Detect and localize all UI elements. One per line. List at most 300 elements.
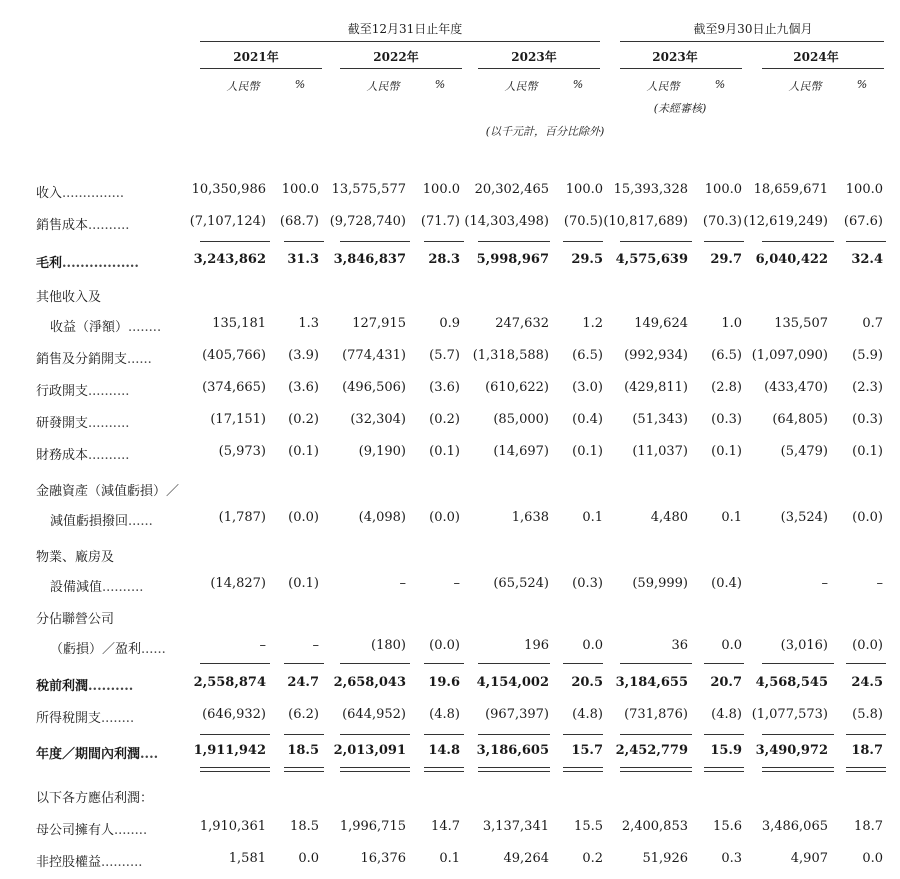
currency-label: 人民幣 xyxy=(366,80,400,93)
row-finance-costs xyxy=(0,444,900,466)
double-underline-rule xyxy=(704,767,744,768)
subtotal-rule xyxy=(762,663,834,664)
subtotal-rule xyxy=(340,241,410,242)
cell-amount-2023-9m: 36 xyxy=(671,638,688,653)
subtotal-rule xyxy=(200,663,270,664)
row-label-text: 銷售及分銷開支 xyxy=(36,352,128,367)
cell-pct-2022: – xyxy=(453,576,460,591)
cell-amount-2024-9m: 4,907 xyxy=(790,851,828,866)
cell-pct-2023-9m: 15.9 xyxy=(710,743,742,758)
row-label xyxy=(36,348,152,367)
header-rule-nine-months xyxy=(620,41,884,42)
cell-pct-2022: (71.7) xyxy=(420,214,460,229)
cell-amount-2021: (5,973) xyxy=(218,444,266,459)
double-underline-rule xyxy=(762,771,834,772)
cell-pct-2023: 20.5 xyxy=(571,675,603,690)
cell-amount-2021: 10,350,986 xyxy=(191,182,266,197)
subtotal-rule xyxy=(704,734,744,735)
leader-dots: ............... xyxy=(62,186,125,201)
cell-amount-2023: 3,137,341 xyxy=(482,819,549,834)
row-label xyxy=(50,638,166,657)
cell-amount-2022: 16,376 xyxy=(360,851,406,866)
cell-pct-2022: 14.7 xyxy=(431,819,460,834)
cell-amount-2023: (610,622) xyxy=(485,380,549,395)
cell-pct-2023-9m: (0.3) xyxy=(711,412,742,427)
year-rule-2023-9m xyxy=(620,68,742,69)
cell-amount-2024-9m: 4,568,545 xyxy=(755,675,828,690)
row-non-controlling-interests xyxy=(0,851,900,873)
row-label-text: 銷售成本 xyxy=(36,218,89,233)
leader-dots: .......... xyxy=(88,384,130,399)
cell-pct-2021: 18.5 xyxy=(290,819,319,834)
cell-amount-2023-9m: (429,811) xyxy=(624,380,688,395)
cell-pct-2023: (70.5) xyxy=(563,214,603,229)
subtotal-rule xyxy=(762,734,834,735)
cell-amount-2021: 3,243,862 xyxy=(193,252,266,267)
leader-dots: .......... xyxy=(102,580,144,595)
cell-pct-2021: 24.7 xyxy=(287,675,319,690)
pct-label: % xyxy=(434,78,446,91)
cell-amount-2022: (774,431) xyxy=(342,348,406,363)
row-label xyxy=(36,286,101,305)
cell-pct-2023-9m: (0.1) xyxy=(711,444,742,459)
row-label xyxy=(36,444,129,463)
cell-pct-2023: (4.8) xyxy=(572,707,603,722)
double-underline-rule xyxy=(563,767,603,768)
leader-dots: ................. xyxy=(62,256,139,271)
cell-amount-2021: (17,151) xyxy=(210,412,266,427)
row-label xyxy=(36,412,129,431)
cell-pct-2023-9m: (2.8) xyxy=(711,380,742,395)
cell-amount-2023-9m: 3,184,655 xyxy=(615,675,688,690)
cell-pct-2021: – xyxy=(312,638,319,653)
row-label xyxy=(36,252,139,271)
cell-pct-2021: 18.5 xyxy=(287,743,319,758)
cell-pct-2023: 0.1 xyxy=(582,510,603,525)
cell-pct-2023-9m: 0.0 xyxy=(721,638,742,653)
cell-pct-2021: (3.6) xyxy=(288,380,319,395)
cell-pct-2023: (0.1) xyxy=(572,444,603,459)
row-label-text: 非控股權益 xyxy=(36,855,102,870)
cell-pct-2023-9m: 0.3 xyxy=(721,851,742,866)
subtotal-rule xyxy=(424,663,464,664)
cell-pct-2022: (5.7) xyxy=(429,348,460,363)
cell-amount-2023: (967,397) xyxy=(485,707,549,722)
cell-pct-2023-9m: (6.5) xyxy=(711,348,742,363)
row-selling-distribution-expenses xyxy=(0,348,900,370)
cell-amount-2023: (14,303,498) xyxy=(464,214,549,229)
cell-pct-2023-9m: (0.4) xyxy=(711,576,742,591)
cell-pct-2022: (3.6) xyxy=(429,380,460,395)
cell-pct-2021: (0.1) xyxy=(288,576,319,591)
cell-amount-2023-9m: 2,452,779 xyxy=(615,743,688,758)
row-label-text: 研發開支 xyxy=(36,416,89,431)
cell-pct-2022: (0.0) xyxy=(429,638,460,653)
cell-pct-2024-9m: (2.3) xyxy=(852,380,883,395)
cell-pct-2021: (6.2) xyxy=(288,707,319,722)
year-rule-2021 xyxy=(200,68,322,69)
leader-dots: ...... xyxy=(127,352,152,367)
cell-amount-2023: 3,186,605 xyxy=(476,743,549,758)
cell-amount-2023: 49,264 xyxy=(503,851,549,866)
cell-pct-2024-9m: 100.0 xyxy=(845,182,883,197)
row-label-text: 設備減值 xyxy=(50,580,103,595)
cell-amount-2021: (374,665) xyxy=(202,380,266,395)
cell-amount-2022: (180) xyxy=(371,638,406,653)
row-associates-line1 xyxy=(0,608,900,630)
subtotal-rule xyxy=(563,734,603,735)
cell-pct-2023-9m: (4.8) xyxy=(711,707,742,722)
cell-amount-2022: 127,915 xyxy=(352,316,406,331)
row-label-text: （虧損）／盈利 xyxy=(50,642,142,657)
row-label xyxy=(36,608,114,627)
cell-pct-2022: (0.0) xyxy=(429,510,460,525)
subtotal-rule xyxy=(620,663,692,664)
cell-pct-2023: (0.3) xyxy=(572,576,603,591)
row-other-income-line1 xyxy=(0,286,900,308)
subtotal-rule xyxy=(846,663,886,664)
row-label-text: 稅前利潤 xyxy=(36,679,89,694)
double-underline-rule xyxy=(846,771,886,772)
row-label xyxy=(36,546,114,565)
cell-amount-2022: – xyxy=(399,576,406,591)
cell-amount-2024-9m: 18,659,671 xyxy=(753,182,828,197)
double-underline-rule xyxy=(200,767,270,768)
currency-label: 人民幣 xyxy=(788,80,822,93)
subtotal-rule xyxy=(340,734,410,735)
cell-pct-2023: 0.0 xyxy=(582,638,603,653)
subtotal-rule xyxy=(704,241,744,242)
subtotal-rule xyxy=(478,241,550,242)
cell-pct-2021: (3.9) xyxy=(288,348,319,363)
cell-pct-2021: 31.3 xyxy=(287,252,319,267)
subtotal-rule xyxy=(424,734,464,735)
cell-pct-2022: (0.2) xyxy=(429,412,460,427)
cell-amount-2022: (9,728,740) xyxy=(329,214,406,229)
cell-amount-2023: 247,632 xyxy=(495,316,549,331)
row-associates-loss-profit xyxy=(0,638,900,660)
cell-amount-2024-9m: 135,507 xyxy=(774,316,828,331)
subtotal-rule xyxy=(762,241,834,242)
cell-amount-2023-9m: (51,343) xyxy=(632,412,688,427)
row-label-text: 所得稅開支 xyxy=(36,711,102,726)
subtotal-rule xyxy=(620,734,692,735)
row-label-text: 物業、廠房及 xyxy=(36,550,115,565)
cell-pct-2024-9m: 18.7 xyxy=(854,819,883,834)
pct-label: % xyxy=(714,78,726,91)
subtotal-rule xyxy=(846,734,886,735)
subtotal-rule xyxy=(846,241,886,242)
cell-amount-2024-9m: – xyxy=(821,576,828,591)
cell-amount-2022: (644,952) xyxy=(342,707,406,722)
row-label xyxy=(36,743,158,762)
row-label-text: 以下各方應佔利潤： xyxy=(36,791,154,806)
cell-amount-2023: (14,697) xyxy=(493,444,549,459)
cell-amount-2023: (65,524) xyxy=(493,576,549,591)
cell-amount-2024-9m: (433,470) xyxy=(764,380,828,395)
cell-amount-2021: 1,581 xyxy=(228,851,266,866)
double-underline-rule xyxy=(704,771,744,772)
double-underline-rule xyxy=(284,771,324,772)
cell-amount-2022: 13,575,577 xyxy=(331,182,406,197)
double-underline-rule xyxy=(424,771,464,772)
header-group-nine-months: 截至9月30日止九個月 xyxy=(693,22,813,36)
cell-amount-2023-9m: (11,037) xyxy=(632,444,688,459)
row-label-text: 減值虧損撥回 xyxy=(50,514,129,529)
row-label-text: 收入 xyxy=(36,186,63,201)
cell-amount-2022: (32,304) xyxy=(350,412,406,427)
year-rule-2024-9m xyxy=(762,68,884,69)
subtotal-rule xyxy=(340,663,410,664)
cell-amount-2023-9m: (59,999) xyxy=(632,576,688,591)
row-label xyxy=(36,380,129,399)
row-gross-profit xyxy=(0,252,900,274)
cell-pct-2023: (3.0) xyxy=(572,380,603,395)
cell-pct-2023: 15.7 xyxy=(571,743,603,758)
cell-pct-2024-9m: (5.9) xyxy=(852,348,883,363)
leader-dots: .......... xyxy=(101,855,143,870)
header-rule-annual xyxy=(200,41,600,42)
cell-amount-2021: 135,181 xyxy=(212,316,266,331)
cell-amount-2023-9m: 4,480 xyxy=(650,510,688,525)
leader-dots: ...... xyxy=(141,642,166,657)
double-underline-rule xyxy=(478,771,550,772)
double-underline-rule xyxy=(563,771,603,772)
row-label xyxy=(36,851,142,870)
double-underline-rule xyxy=(620,767,692,768)
currency-label: 人民幣 xyxy=(226,80,260,93)
cell-pct-2023: 0.2 xyxy=(582,851,603,866)
subtotal-rule xyxy=(284,734,324,735)
cell-pct-2022: 0.1 xyxy=(439,851,460,866)
currency-label: 人民幣 xyxy=(504,80,538,93)
pct-label: % xyxy=(294,78,306,91)
double-underline-rule xyxy=(200,771,270,772)
unaudited-label: (未經審核) xyxy=(653,102,707,115)
cell-pct-2023-9m: 100.0 xyxy=(704,182,742,197)
cell-amount-2023-9m: 149,624 xyxy=(634,316,688,331)
row-label-text: 其他收入及 xyxy=(36,290,102,305)
subtotal-rule xyxy=(620,241,692,242)
cell-pct-2023-9m: 15.6 xyxy=(713,819,742,834)
cell-pct-2023-9m: 1.0 xyxy=(721,316,742,331)
row-label xyxy=(36,675,133,694)
year-rule-2023 xyxy=(478,68,600,69)
cell-pct-2023: (6.5) xyxy=(572,348,603,363)
cell-pct-2023: 100.0 xyxy=(565,182,603,197)
row-label xyxy=(36,480,179,499)
cell-amount-2021: (646,932) xyxy=(202,707,266,722)
leader-dots: .......... xyxy=(88,679,134,694)
row-label xyxy=(50,316,161,335)
cell-pct-2022: 14.8 xyxy=(428,743,460,758)
cell-pct-2024-9m: (0.0) xyxy=(852,510,883,525)
leader-dots: ...... xyxy=(128,514,153,529)
currency-label: 人民幣 xyxy=(646,80,680,93)
cell-amount-2021: (14,827) xyxy=(210,576,266,591)
row-cost-of-sales xyxy=(0,214,900,236)
row-label-text: 年度／期間內利潤 xyxy=(36,747,141,762)
cell-pct-2022: 28.3 xyxy=(428,252,460,267)
cell-amount-2023: (85,000) xyxy=(493,412,549,427)
subtotal-rule xyxy=(563,241,603,242)
year-2023-9m: 2023年 xyxy=(652,50,698,64)
cell-amount-2022: (9,190) xyxy=(358,444,406,459)
leader-dots: .......... xyxy=(88,218,130,233)
cell-amount-2023-9m: 4,575,639 xyxy=(615,252,688,267)
cell-amount-2024-9m: (1,097,090) xyxy=(751,348,828,363)
cell-amount-2021: – xyxy=(259,638,266,653)
leader-dots: .... xyxy=(140,747,159,762)
double-underline-rule xyxy=(340,771,410,772)
cell-pct-2021: 100.0 xyxy=(281,182,319,197)
cell-pct-2024-9m: (67.6) xyxy=(843,214,883,229)
cell-amount-2021: (7,107,124) xyxy=(189,214,266,229)
subtotal-rule xyxy=(478,663,550,664)
year-2023: 2023年 xyxy=(511,50,557,64)
row-profit-for-period xyxy=(0,743,900,765)
row-owners-of-parent xyxy=(0,819,900,841)
cell-amount-2023: 5,998,967 xyxy=(476,252,549,267)
double-underline-rule xyxy=(620,771,692,772)
cell-pct-2021: (0.2) xyxy=(288,412,319,427)
cell-amount-2021: (1,787) xyxy=(218,510,266,525)
cell-pct-2024-9m: 24.5 xyxy=(851,675,883,690)
cell-amount-2023: 20,302,465 xyxy=(474,182,549,197)
cell-amount-2024-9m: 6,040,422 xyxy=(755,252,828,267)
row-label xyxy=(36,214,129,233)
cell-amount-2023-9m: (992,934) xyxy=(624,348,688,363)
cell-pct-2022: (0.1) xyxy=(429,444,460,459)
subtotal-rule xyxy=(563,663,603,664)
cell-pct-2023-9m: (70.3) xyxy=(702,214,742,229)
row-attributable-header xyxy=(0,787,900,809)
cell-pct-2022: 100.0 xyxy=(422,182,460,197)
row-label xyxy=(36,787,153,806)
header-group-annual: 截至12月31日止年度 xyxy=(347,22,463,36)
subtotal-rule xyxy=(284,663,324,664)
pct-label: % xyxy=(856,78,868,91)
subtotal-rule xyxy=(478,734,550,735)
cell-amount-2023: 196 xyxy=(524,638,549,653)
cell-pct-2023-9m: 29.7 xyxy=(710,252,742,267)
cell-amount-2024-9m: (3,016) xyxy=(780,638,828,653)
row-profit-before-tax xyxy=(0,675,900,697)
leader-dots: ........ xyxy=(128,320,162,335)
cell-pct-2022: 0.9 xyxy=(439,316,460,331)
cell-amount-2024-9m: 3,490,972 xyxy=(755,743,828,758)
cell-pct-2024-9m: 0.7 xyxy=(862,316,883,331)
cell-pct-2024-9m: (0.1) xyxy=(852,444,883,459)
double-underline-rule xyxy=(846,767,886,768)
row-label-text: 金融資產（減值虧損）／ xyxy=(36,484,180,499)
cell-pct-2021: (0.1) xyxy=(288,444,319,459)
cell-pct-2024-9m: (0.0) xyxy=(852,638,883,653)
double-underline-rule xyxy=(284,767,324,768)
cell-amount-2021: 1,910,361 xyxy=(199,819,266,834)
row-administrative-expenses xyxy=(0,380,900,402)
row-income-tax-expense xyxy=(0,707,900,729)
row-label xyxy=(36,182,124,201)
double-underline-rule xyxy=(424,767,464,768)
cell-pct-2022: 19.6 xyxy=(428,675,460,690)
cell-pct-2021: 0.0 xyxy=(298,851,319,866)
subtotal-rule xyxy=(424,241,464,242)
double-underline-rule xyxy=(762,767,834,768)
cell-pct-2021: (68.7) xyxy=(279,214,319,229)
subtotal-rule xyxy=(200,734,270,735)
row-ppe-impairment xyxy=(0,576,900,598)
cell-pct-2021: (0.0) xyxy=(288,510,319,525)
cell-pct-2024-9m: 32.4 xyxy=(851,252,883,267)
cell-amount-2024-9m: 3,486,065 xyxy=(761,819,828,834)
row-label xyxy=(36,707,134,726)
row-label xyxy=(36,819,147,838)
cell-amount-2022: 3,846,837 xyxy=(333,252,406,267)
unit-note: (以千元計，百分比除外) xyxy=(485,125,605,138)
cell-amount-2023: 1,638 xyxy=(511,510,549,525)
cell-amount-2024-9m: (12,619,249) xyxy=(743,214,828,229)
cell-amount-2023-9m: 2,400,853 xyxy=(621,819,688,834)
row-label xyxy=(50,576,143,595)
cell-pct-2023-9m: 20.7 xyxy=(710,675,742,690)
row-other-income-net xyxy=(0,316,900,338)
row-label-text: 分佔聯營公司 xyxy=(36,612,115,627)
row-label-text: 母公司擁有人 xyxy=(36,823,115,838)
cell-pct-2021: 1.3 xyxy=(298,316,319,331)
cell-amount-2023: 4,154,002 xyxy=(476,675,549,690)
row-ppe-line1 xyxy=(0,546,900,568)
leader-dots: .......... xyxy=(88,448,130,463)
cell-amount-2022: (4,098) xyxy=(358,510,406,525)
cell-amount-2022: 2,013,091 xyxy=(333,743,406,758)
row-label-text: 收益（淨額） xyxy=(50,320,129,335)
cell-pct-2023: 1.2 xyxy=(582,316,603,331)
cell-amount-2024-9m: (1,077,573) xyxy=(751,707,828,722)
cell-pct-2024-9m: 18.7 xyxy=(851,743,883,758)
cell-amount-2024-9m: (64,805) xyxy=(772,412,828,427)
year-2022: 2022年 xyxy=(373,50,419,64)
cell-amount-2023-9m: 15,393,328 xyxy=(613,182,688,197)
pct-label: % xyxy=(572,78,584,91)
double-underline-rule xyxy=(478,767,550,768)
cell-pct-2023: (0.4) xyxy=(572,412,603,427)
cell-amount-2022: (496,506) xyxy=(342,380,406,395)
cell-amount-2021: 2,558,874 xyxy=(193,675,266,690)
row-impairment-reversal xyxy=(0,510,900,532)
cell-amount-2021: 1,911,942 xyxy=(193,743,266,758)
year-2021: 2021年 xyxy=(233,50,279,64)
subtotal-rule xyxy=(284,241,324,242)
row-label-text: 財務成本 xyxy=(36,448,89,463)
cell-pct-2024-9m: 0.0 xyxy=(862,851,883,866)
cell-amount-2023-9m: (731,876) xyxy=(624,707,688,722)
row-rd-expenses xyxy=(0,412,900,434)
cell-amount-2021: (405,766) xyxy=(202,348,266,363)
year-rule-2022 xyxy=(340,68,462,69)
cell-amount-2024-9m: (3,524) xyxy=(780,510,828,525)
subtotal-rule xyxy=(200,241,270,242)
leader-dots: ........ xyxy=(101,711,135,726)
leader-dots: .......... xyxy=(88,416,130,431)
cell-pct-2024-9m: (0.3) xyxy=(852,412,883,427)
row-label-text: 行政開支 xyxy=(36,384,89,399)
cell-amount-2022: 1,996,715 xyxy=(339,819,406,834)
cell-pct-2024-9m: (5.8) xyxy=(852,707,883,722)
cell-pct-2023-9m: 0.1 xyxy=(721,510,742,525)
cell-pct-2023: 29.5 xyxy=(571,252,603,267)
leader-dots: ........ xyxy=(114,823,148,838)
